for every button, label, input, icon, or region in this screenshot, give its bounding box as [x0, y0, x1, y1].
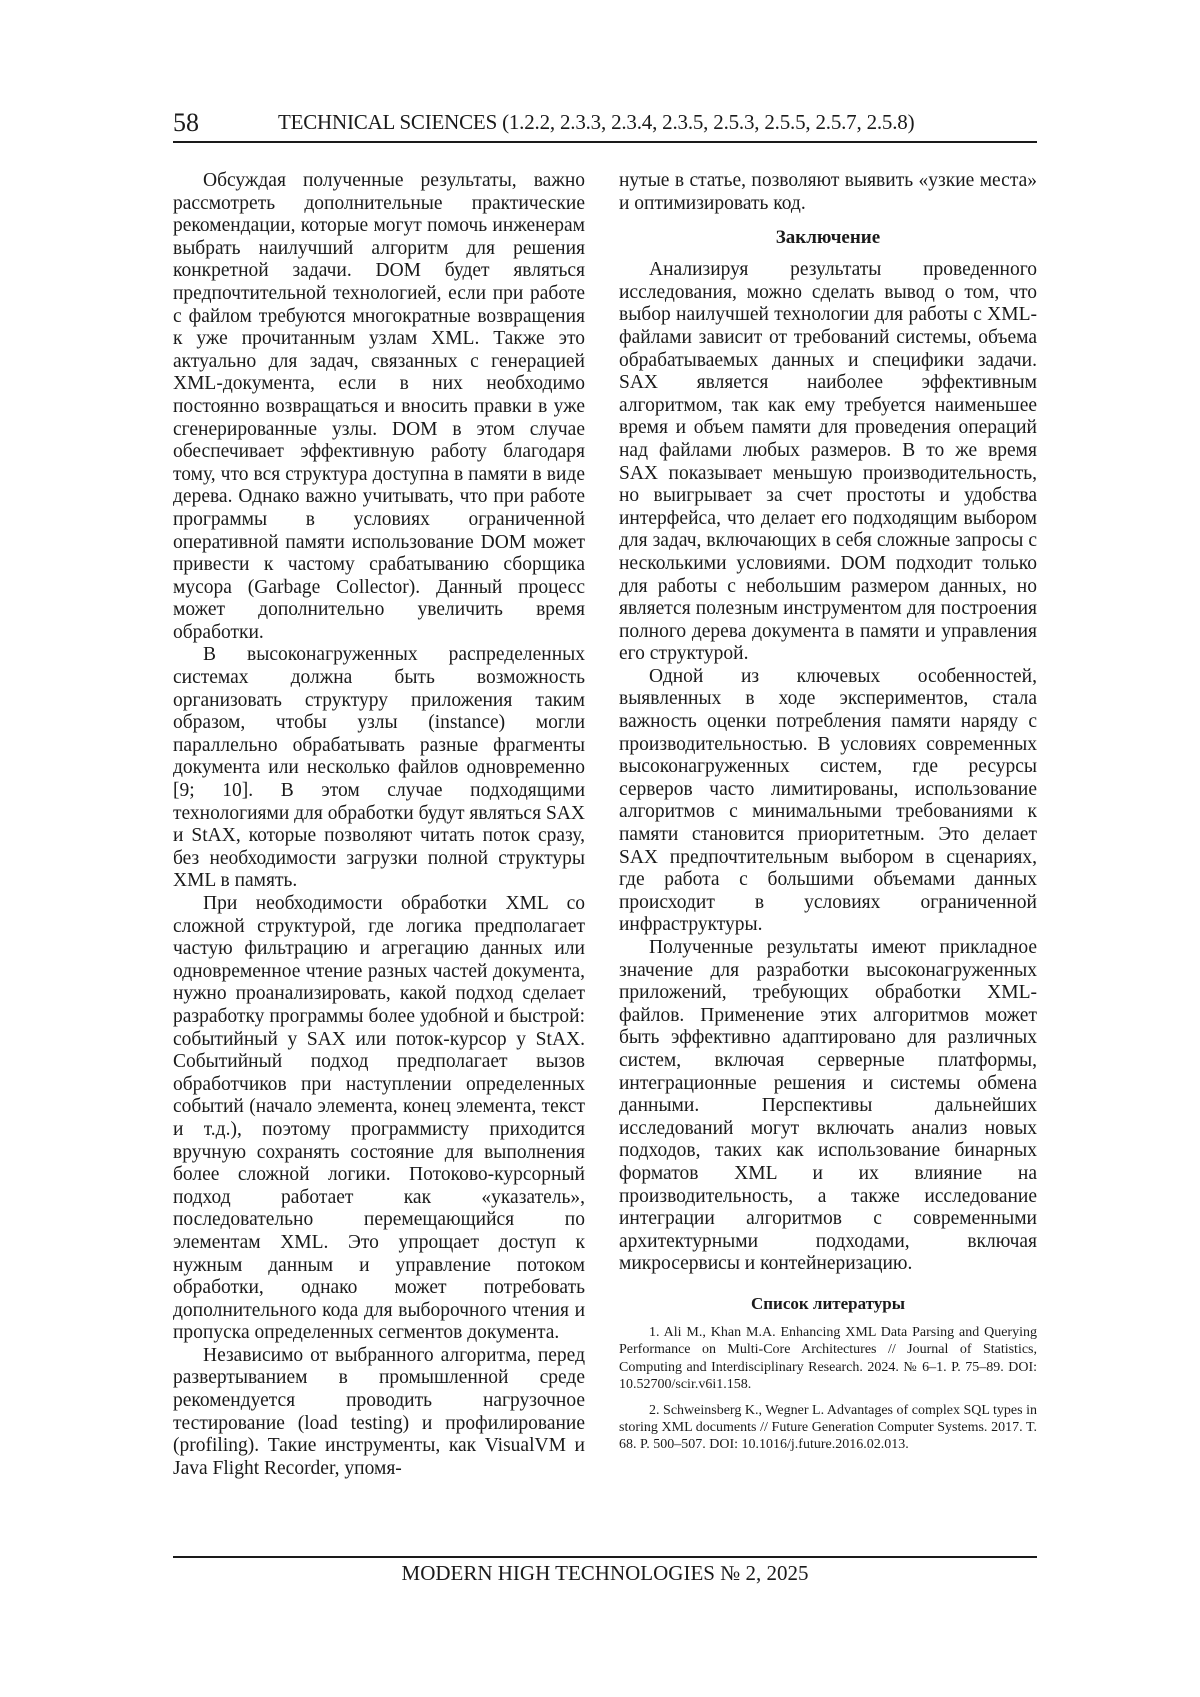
paragraph: В высоконагруженных распределенных системах должна быть возможность организовать структуру приложения таким образом, чтобы узлы (instance) могли параллельно обрабатывать разные фрагменты документа или несколько файлов одновременно [9; 10]. В этом случае подходящими технологиями для обработки будут являться SAX и StAX, которые позволяют читать поток сразу, без необходимости загрузки полной структуры XML в память.	[173, 644, 585, 892]
page-number: 58	[173, 108, 199, 137]
conclusion-heading: Заключение	[775, 227, 881, 249]
reference-item: 2. Schweinsberg K., Wegner L. Advantages of complex SQL types in storing XML documents // Future Generation Computer Systems. 2017. T. 68. P. 500–507. DOI: 10.1016/j.future.2016.02.013.	[619, 1402, 1037, 1453]
paragraph: Обсуждая полученные результаты, важно рассмотреть дополнительные практические рекомендации, которые могут помочь инженерам выбрать наилучший алгоритм для решения конкретной задачи. DOM будет являться предпочтительной технологией, если при работе с файлом требуются многократные возвращения к уже прочитанным узлам XML. Также это актуально для задач, связанных с генерацией XML-документа, если в них необходимо постоянно возвращаться и вносить правки в уже сгенерированные узлы. DOM в этом случае обеспечивает эффективную работу благодаря тому, что вся структура доступна в памяти в виде дерева. Однако важно учитывать, что при работе программы в условиях ограниченной оперативной памяти использование DOM может привести к частому срабатыванию сборщика мусора (Garbage Collector). Данный процесс может дополнительно увеличить время обработки.	[173, 170, 585, 643]
paragraph: При необходимости обработки XML со сложной структурой, где логика предполагает частую фильтрацию и агрегацию данных или одновременное чтение разных частей документа, нужно проанализировать, какой подход сделает разработку программы более удобной и быстрой: событийный у SAX или поток-курсор у StAX. Событийный подход предполагает вызов обработчиков при наступлении определенных событий (начало элемента, конец элемента, текст и т.д.), поэтому программисту приходится вручную сохранять состояние для выполнения более сложной логики. Потоково-курсорный подход работает как «указатель», последовательно перемещающийся по элементам XML. Это упрощает доступ к нужным данным и управление потоком обработки, однако может потребовать дополнительного кода для выборочного чтения и пропуска определенных сегментов документа.	[173, 893, 585, 1344]
paragraph: Одной из ключевых особенностей, выявленных в ходе экспериментов, стала важность оценки потребления памяти наряду с производительностью. В условиях современных высоконагруженных систем, где ресурсы серверов часто лимитированы, использование алгоритмов с минимальными требованиями к памяти становится приоритетным. Это делает SAX предпочтительным выбором в сценариях, где работа с большими объемами данных происходит в условиях ограниченной инфраструктуры.	[619, 665, 1037, 936]
running-header	[173, 108, 1037, 142]
right-column	[619, 170, 1037, 1462]
references-heading: Список литературы	[750, 1293, 906, 1313]
paragraph: Независимо от выбранного алгоритма, перед развертыванием в промышленной среде рекомендуется проводить нагрузочное тестирование (load testing) и профилирование (profiling). Такие инструменты, как VisualVM и Java Flight Recorder, упомя-	[173, 1344, 585, 1479]
footer-rule	[173, 1556, 1037, 1558]
paragraph: Анализируя результаты проведенного исследования, можно сделать вывод о том, что выбор наилучшей технологии для работы с XML-файлами зависит от требований системы, объема обрабатываемых данных и специфики задачи. SAX является наиболее эффективным алгоритмом, так как ему требуется наименьшее время и объем памяти для проведения операций над файлами любых размеров. В то же время SAX показывает меньшую производительность, но выигрывает за счет простоты и удобства интерфейса, что делает его подходящим выбором для задач, включающих в себя сложные запросы с несколькими условиями. DOM подходит только для работы с небольшим размером данных, но является полезным инструментом для построения полного дерева документа в памяти и управления его структурой.	[619, 259, 1037, 665]
reference-item: 1. Ali M., Khan M.A. Enhancing XML Data Parsing and Querying Performance on Multi-Core Architectures // Journal of Statistics, Computing and Interdisciplinary Research. 2024. № 6–1. P. 75–89. DOI: 10.52700/scir.v6i1.158.	[619, 1324, 1037, 1393]
running-footer: MODERN HIGH TECHNOLOGIES № 2, 2025	[401, 1561, 809, 1585]
reference-list	[619, 1324, 1037, 1454]
paragraph-continuation: нутые в статье, позволяют выявить «узкие места» и оптимизировать код.	[619, 170, 1037, 214]
journal-section-title: TECHNICAL SCIENCES (1.2.2, 2.3.3, 2.3.4, 2.3.5, 2.5.3, 2.5.5, 2.5.7, 2.5.8)	[278, 110, 915, 134]
paragraph: Полученные результаты имеют прикладное значение для разработки высоконагруженных приложений, требующих обработки XML-файлов. Применение этих алгоритмов может быть эффективно адаптировано для различных систем, включая серверные платформы, интеграционные решения и системы обмена данными. Перспективы дальнейших исследований могут включать анализ новых подходов, таких как использование бинарных форматов XML и их влияние на производительность, а также исследование интеграции алгоритмов с современными архитектурными подходами, включая микросервисы и контейнеризацию.	[619, 937, 1037, 1275]
header-rule	[173, 141, 1037, 143]
left-column	[173, 170, 585, 1480]
